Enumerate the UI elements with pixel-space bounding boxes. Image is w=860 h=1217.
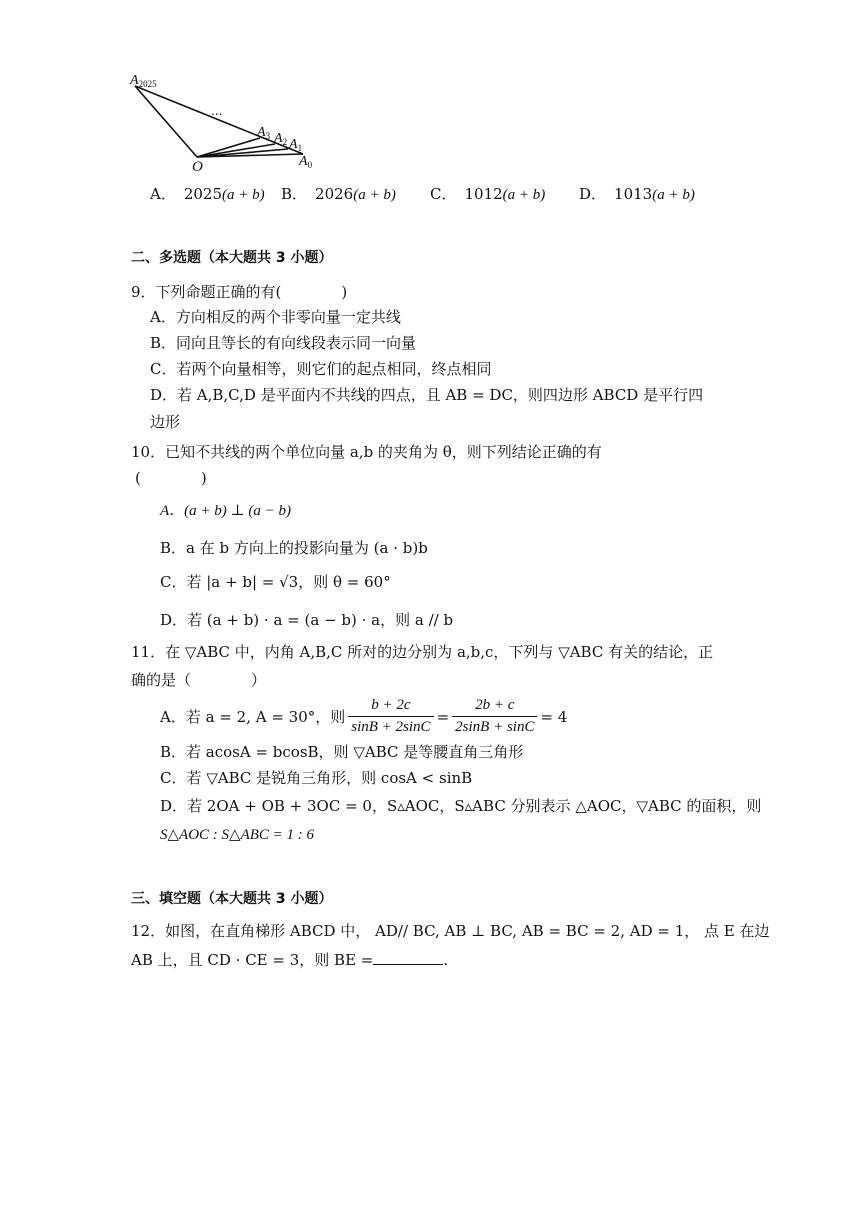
- q9-stem: 9．下列命题正确的有( ): [131, 283, 348, 301]
- q9-option-b: B．同向且等长的有向线段表示同一向量: [150, 334, 417, 352]
- q11-stem-line2: 确的是（ ）: [131, 671, 267, 689]
- label-a3: $A_3$: [257, 125, 271, 141]
- q11-option-d-line2: S△AOC : S△ABC = 1 : 6: [160, 827, 315, 843]
- q8-option-c: C． 1012(a + b): [430, 185, 546, 203]
- label-a1: $A_1$: [289, 137, 303, 153]
- q10-stem: 10．已知不共线的两个单位向量 a,b 的夹角为 θ，则下列结论正确的有: [131, 443, 602, 461]
- segment-o-a2025: [135, 86, 197, 157]
- fraction-2: $\frac{2b + c}{2\sin B + \sin C}$: [452, 697, 537, 736]
- q10-paren: ( ): [135, 469, 207, 487]
- q11-stem-line1: 11．在 ▽ABC 中，内角 A,B,C 所对的边分别为 a,b,c，下列与 ▽ABC 有关的结论，正: [131, 643, 714, 661]
- label-a0: $A_0$: [299, 154, 313, 170]
- q12-line2: AB 上，且 CD · CE = 3，则 BE = .: [131, 951, 449, 969]
- q12-line1: 12．如图，在直角梯形 ABCD 中， AD// BC, AB ⊥ BC, AB = BC = 2, AD = 1， 点 E 在边: [131, 922, 770, 940]
- q8-option-a: A． 2025(a + b): [150, 185, 265, 203]
- q8-option-d: D． 1013(a + b): [579, 185, 695, 203]
- q10-option-b: B．a 在 b 方向上的投影向量为 (a · b)b: [160, 539, 428, 557]
- q9-option-d-line1: D．若 A,B,C,D 是平面内不共线的四点，且 AB = DC，则四边形 ABCD 是平行四: [150, 386, 704, 404]
- q10-option-d: D．若 (a + b) · a = (a − b) · a，则 a // b: [160, 611, 454, 629]
- answer-blank[interactable]: [373, 950, 443, 965]
- fraction-1: $\frac{b + 2c}{\sin B + 2\sin C}$: [348, 697, 433, 736]
- label-o: O: [192, 159, 203, 175]
- q11-option-a: A．若 a = 2, A = 30°，则 $\frac{b + 2c}{\sin B + 2\sin C}$ = $\frac{2b + c}{2\sin B + \sin C}$ = 4: [160, 697, 568, 735]
- q8-option-b: B． 2026(a + b): [281, 185, 396, 203]
- label-a2025: $A_{2025}$: [130, 73, 157, 89]
- q10-option-c: C．若 |a + b| = √3，则 θ = 60°: [160, 573, 391, 591]
- section-heading-fill-blank: 三、填空题（本大题共 3 小题）: [131, 891, 333, 907]
- q9-option-d-line2: 边形: [150, 413, 181, 431]
- q11-option-c: C．若 ▽ABC 是锐角三角形，则 cosA < sinB: [160, 769, 473, 787]
- q11-option-d-line1: D．若 2OA + OB + 3OC = 0，S▵AOC，S▵ABC 分别表示 △AOC，▽ABC 的面积，则: [160, 797, 762, 815]
- q11-option-b: B．若 acosA = bcosB，则 ▽ABC 是等腰直角三角形: [160, 743, 524, 761]
- section-heading-multi-choice: 二、多选题（本大题共 3 小题）: [131, 250, 333, 266]
- q9-option-a: A．方向相反的两个非零向量一定共线: [150, 308, 401, 326]
- q10-option-a: A．(a + b) ⊥ (a − b): [160, 503, 291, 519]
- label-a2: $A_2$: [274, 131, 288, 147]
- q9-option-c: C．若两个向量相等，则它们的起点相同，终点相同: [150, 360, 492, 378]
- label-dots: ...: [211, 104, 223, 118]
